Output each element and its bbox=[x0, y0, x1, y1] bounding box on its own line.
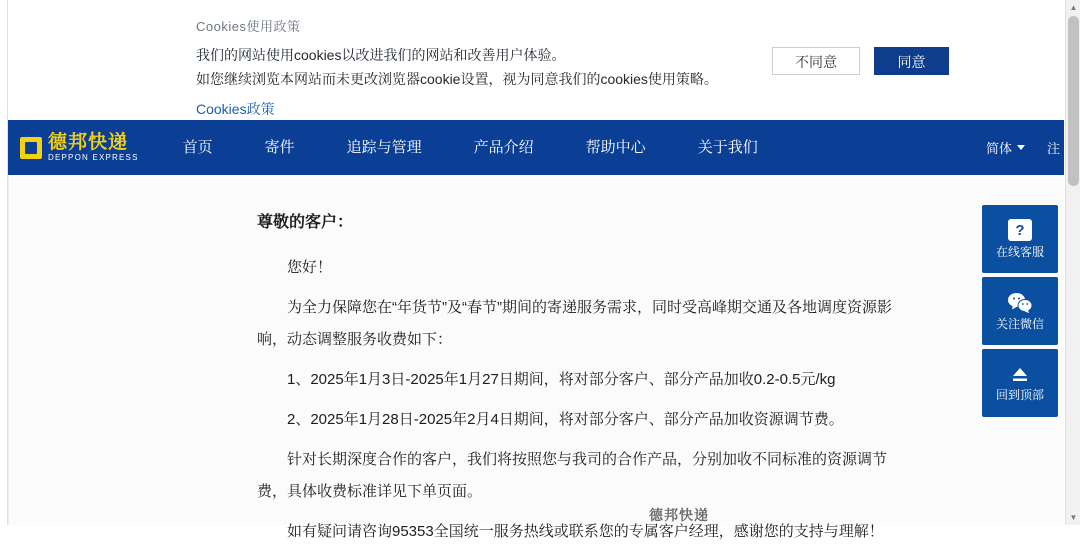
site-logo[interactable] bbox=[20, 133, 139, 163]
article-footer-logo: 德邦快递 bbox=[649, 507, 709, 523]
wechat-icon bbox=[1007, 292, 1033, 314]
page-left-gutter bbox=[0, 0, 8, 525]
wechat-follow-button[interactable] bbox=[982, 277, 1058, 345]
main-navigation-bar bbox=[8, 120, 1064, 175]
logo-text-cn: 德邦快递 bbox=[48, 131, 129, 153]
online-support-button[interactable] bbox=[982, 205, 1058, 273]
cookie-banner-actions bbox=[772, 47, 949, 75]
logo-mark-icon bbox=[20, 137, 42, 159]
vertical-scrollbar[interactable] bbox=[1065, 0, 1080, 525]
back-to-top-icon bbox=[1007, 364, 1033, 386]
nav-item-list bbox=[157, 120, 784, 175]
announcement-article bbox=[257, 208, 897, 548]
cookie-banner-line-1: 我们的网站使用cookies以改进我们的网站和改善用户体验。 bbox=[196, 47, 566, 63]
nav-right-cluster bbox=[986, 120, 1064, 175]
nav-item-home[interactable]: 首页 bbox=[182, 139, 213, 156]
wechat-follow-label: 关注微信 bbox=[995, 316, 1044, 331]
article-paragraph: 您好！ bbox=[287, 259, 333, 276]
article-paragraph: 1、2025年1月3日-2025年1月27日期间，将对部分客户、部分产品加收0.2-0.5元/kg bbox=[287, 371, 836, 388]
chevron-down-icon bbox=[1017, 145, 1025, 150]
floating-action-stack bbox=[982, 205, 1058, 417]
scroll-down-arrow-icon[interactable]: ▼ bbox=[1069, 513, 1078, 522]
language-switcher[interactable] bbox=[986, 138, 1025, 157]
cookie-accept-button[interactable]: 同意 bbox=[874, 47, 949, 75]
nav-item-ship[interactable]: 寄件 bbox=[264, 139, 295, 156]
article-paragraph: 如有疑问请咨询95353全国统一服务热线或联系您的专属客户经理，感谢您的支持与理解！ bbox=[287, 523, 884, 540]
cookie-banner-line-2: 如您继续浏览本网站而未更改浏览器cookie设置，视为同意我们的cookies使用策略。 bbox=[196, 71, 718, 87]
scrollbar-thumb[interactable] bbox=[1068, 16, 1079, 186]
online-support-label: 在线客服 bbox=[995, 245, 1044, 259]
back-to-top-button[interactable] bbox=[982, 349, 1058, 417]
cookie-consent-banner bbox=[8, 0, 1064, 120]
nav-item-about[interactable]: 关于我们 bbox=[697, 139, 758, 156]
scroll-up-arrow-icon[interactable]: ▲ bbox=[1069, 3, 1078, 12]
article-salutation: 尊敬的客户： bbox=[257, 214, 354, 231]
back-to-top-label: 回到顶部 bbox=[995, 388, 1044, 402]
article-paragraph: 为全力保障您在“年货节”及“春节”期间的寄递服务需求，同时受高峰期交通及各地调度资源影响，动态调整服务收费如下： bbox=[257, 299, 892, 348]
nav-item-help[interactable]: 帮助中心 bbox=[585, 139, 646, 156]
main-content-area bbox=[8, 175, 1064, 540]
article-paragraph: 针对长期深度合作的客户，我们将按照您与我司的合作产品，分别加收不同标准的资源调节费，具体收费标准详见下单页面。 bbox=[257, 451, 888, 500]
cookie-decline-button[interactable]: 不同意 bbox=[772, 47, 860, 75]
nav-login-register[interactable]: 注 bbox=[1046, 141, 1060, 156]
question-mark-icon: ? bbox=[1008, 219, 1032, 241]
logo-text-en: DEPPON EXPRESS bbox=[48, 152, 139, 162]
cookie-policy-link[interactable]: Cookies政策 bbox=[196, 101, 275, 117]
language-label: 简体 bbox=[985, 141, 1012, 156]
nav-item-products[interactable]: 产品介绍 bbox=[473, 139, 534, 156]
nav-item-tracking[interactable]: 追踪与管理 bbox=[346, 139, 422, 156]
cookie-banner-title: Cookies使用政策 bbox=[196, 19, 301, 34]
article-paragraph: 2、2025年1月28日-2025年2月4日期间，将对部分客户、部分产品加收资源调节费。 bbox=[287, 411, 844, 428]
